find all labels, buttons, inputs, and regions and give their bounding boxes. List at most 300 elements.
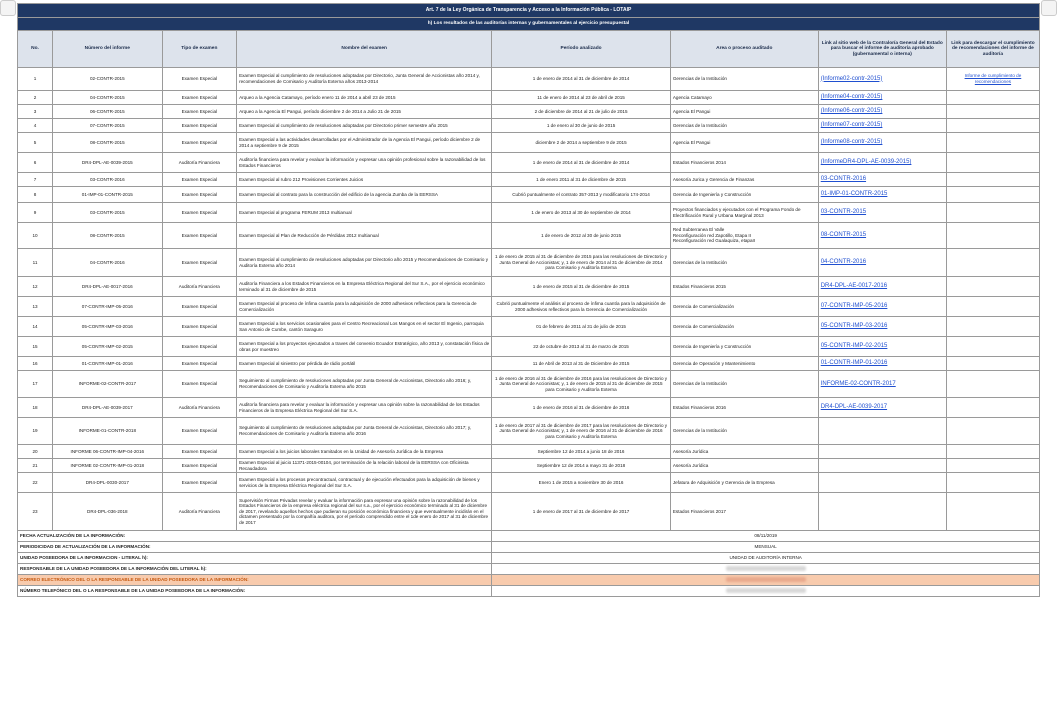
cell-link2 <box>946 398 1039 418</box>
cell-nombre-text: Examen Especial al cumplimiento de resoluciones adoptadas por Directorio, Junta General de Accionistas año 2014 y, recomendaciones de Comisario y Auditoría Externa años 2013-2014 <box>239 73 480 84</box>
cell-informe-text: 02-CONTR-2015 <box>89 76 125 82</box>
cell-no-text: 2 <box>33 94 37 100</box>
cell-no <box>18 223 53 249</box>
cell-informe-text: 01-IMP-01-CONTR-2015 <box>81 191 133 197</box>
cell-informe <box>53 249 163 277</box>
cell-informe <box>53 371 163 398</box>
cell-no <box>18 68 53 91</box>
cell-link <box>818 317 946 337</box>
cell-informe <box>53 445 163 459</box>
contraloria-report-link[interactable]: 01-IMP-01-CONTR-2015 <box>820 191 888 198</box>
contraloria-report-link[interactable]: (Informe07-contr-2015) <box>820 122 883 129</box>
footer-row <box>18 575 1040 586</box>
cell-no-text: 14 <box>32 323 38 329</box>
redacted-value <box>726 577 806 582</box>
cell-periodo <box>492 223 671 249</box>
cell-informe <box>53 493 163 531</box>
table-row <box>18 68 1040 91</box>
cell-informe-text: DR4-DPL-AE-0039-2017 <box>81 404 133 410</box>
cell-informe-text: 05-CONTR-IMP-02-2015 <box>81 343 133 349</box>
cell-no-text: 17 <box>32 381 38 387</box>
cell-nombre <box>237 371 492 398</box>
contraloria-report-link[interactable]: 03-CONTR-2016 <box>820 176 867 183</box>
cell-tipo <box>162 459 236 473</box>
cell-link <box>818 173 946 187</box>
table-row <box>18 493 1040 531</box>
cell-nombre <box>237 418 492 445</box>
cell-area <box>670 317 818 337</box>
cell-tipo <box>162 317 236 337</box>
cell-periodo <box>492 445 671 459</box>
cell-link2 <box>946 445 1039 459</box>
cell-area <box>670 418 818 445</box>
cell-informe-text: 04-CONTR-2015 <box>89 94 125 100</box>
cell-area-text: Proyectos financiados y ejecutados con el Programa Fondo de Electrificación Rural y Urbana Marginal 2013 <box>672 206 801 218</box>
cell-area-text: Jefatura de Adquisición y Gerencia de la Empresa <box>672 479 775 485</box>
cell-informe <box>53 459 163 473</box>
cell-no <box>18 371 53 398</box>
cell-nombre-text: Examen Especial a los servicios ocasionales para el Centro Recreacional Los Mangos en el sector El Ingenio, parroquia San Antonio de Cumbe, cantón Saraguro <box>239 320 484 332</box>
cell-area-text: Agencia El Pangui <box>672 139 711 145</box>
cell-informe-text: INFORME 06-CONTR-IMP-04-2016 <box>70 448 145 454</box>
cell-informe-text: DR4-DPL-0030-2017 <box>85 479 129 485</box>
footer-label: PERIODICIDAD DE ACTUALIZACIÓN DE LA INFORMACIÓN: <box>18 542 492 553</box>
contraloria-report-link[interactable]: INFORME-02-CONTR-2017 <box>820 380 896 387</box>
cell-link <box>818 337 946 357</box>
cell-informe-text: 03-CONTR-2015 <box>89 209 125 215</box>
cell-periodo-text: 11 de Abril de 2013 al 31 de Diciembre de 2015 <box>532 360 630 366</box>
footer-row <box>18 586 1040 597</box>
cell-link2 <box>946 357 1039 371</box>
cell-tipo-text: Auditoría Financiera <box>178 283 220 289</box>
column-header-nombre: Nombre del examen <box>237 31 492 68</box>
compliance-report-link[interactable]: Informe de cumplimiento de recomendaciones <box>964 73 1022 84</box>
cell-area-text: Gerencias de la Institución <box>672 428 727 434</box>
cell-nombre-text: Examen Especial al juicio 11371-2015-00104, por terminación de la relación laboral de la EERSSA con Oficinista Recaudadora <box>239 459 469 471</box>
cell-tipo-text: Examen Especial <box>181 108 218 114</box>
cell-area <box>670 133 818 153</box>
cell-tipo-text: Examen Especial <box>181 176 218 182</box>
column-header-tipo: Tipo de examen <box>162 31 236 68</box>
cell-periodo-text: 11 de enero de 2014 al 23 de abril de 2015 <box>537 94 625 100</box>
cell-no <box>18 173 53 187</box>
cell-nombre-text: Examen Especial al rubro 212 Provisiones Corrientes Juicios <box>239 176 364 182</box>
cell-nombre-text: Arqueo a la Agencia Catamayo, período enero 11 de 2014 a abril 23 de 2015 <box>239 94 396 100</box>
cell-area <box>670 459 818 473</box>
cell-no <box>18 493 53 531</box>
cell-nombre <box>237 173 492 187</box>
footer-label: FECHA ACTUALIZACIÓN DE LA INFORMACIÓN: <box>18 531 492 542</box>
cell-link2 <box>946 297 1039 317</box>
table-row <box>18 371 1040 398</box>
cell-no-text: 10 <box>32 232 38 238</box>
cell-periodo <box>492 153 671 173</box>
cell-nombre <box>237 297 492 317</box>
column-header-link-cumplimiento: Link para descargar el cumplimiento de recomendaciones del informe de auditoría <box>946 31 1039 68</box>
cell-tipo <box>162 187 236 203</box>
cell-tipo-text: Examen Especial <box>181 232 218 238</box>
cell-link2 <box>946 317 1039 337</box>
contraloria-report-link[interactable]: 08-CONTR-2015 <box>820 232 867 239</box>
cell-no-text: 6 <box>33 159 37 165</box>
table-row <box>18 459 1040 473</box>
cell-informe <box>53 418 163 445</box>
cell-area <box>670 223 818 249</box>
cell-area <box>670 473 818 493</box>
contraloria-report-link[interactable]: 07-CONTR-IMP-05-2016 <box>820 303 888 310</box>
column-header-link-contraloria: Link al sitio web de la Contraloría General del Estado para buscar el informe de auditoría aprobado (gubernamental o interna) <box>818 31 946 68</box>
cell-link2 <box>946 105 1039 119</box>
table-row <box>18 173 1040 187</box>
cell-no-text: 15 <box>32 343 38 349</box>
cell-area-text: Estados Financieros 2016 <box>672 404 726 410</box>
cell-periodo-text: 01 de febrero de 2011 al 31 de julio de 2015 <box>536 323 626 329</box>
cell-tipo-text: Examen Especial <box>181 191 218 197</box>
cell-area-text: Agencia El Pangui <box>672 108 711 114</box>
contraloria-report-link[interactable]: DR4-DPL-AE-0039-2017 <box>820 404 888 411</box>
table-subtitle: h) Los resultados de las auditorías internas y gubernamentales al ejercicio presupuestal <box>18 18 1040 31</box>
cell-nombre-text: Auditoría financiera para revelar y evaluar la información y expresar una opinión sobre la razonabilidad de los Estados Financieros de la Empresa Eléctrica Regional del Sur S.A. <box>239 401 480 413</box>
cell-tipo <box>162 418 236 445</box>
cell-tipo <box>162 249 236 277</box>
cell-link2 <box>946 249 1039 277</box>
cell-link2 <box>946 68 1039 91</box>
table-row <box>18 91 1040 105</box>
cell-informe <box>53 203 163 223</box>
cell-no-text: 1 <box>33 76 37 82</box>
contraloria-report-link[interactable]: 05-CONTR-IMP-03-2016 <box>820 323 888 330</box>
cell-area <box>670 277 818 297</box>
table-row <box>18 398 1040 418</box>
cell-area <box>670 249 818 277</box>
cell-no-text: 20 <box>32 448 38 454</box>
cell-tipo-text: Examen Especial <box>181 360 218 366</box>
footer-value <box>492 564 1040 575</box>
cell-informe-text: 03-CONTR-2016 <box>89 176 125 182</box>
cell-periodo-text: 1 de enero de 2015 al 31 de diciembre de 2015 para las resoluciones de Directorio y Junta General de Accionistas; y, 1 de enero de 2014 al 31 de diciembre de 2014 para Comisario y Auditoría Externa <box>494 254 668 271</box>
cell-tipo-text: Examen Especial <box>181 381 218 387</box>
cell-nombre <box>237 203 492 223</box>
cell-tipo-text: Examen Especial <box>181 303 218 309</box>
cell-periodo <box>492 418 671 445</box>
cell-nombre-text: Examen Especial al cumplimiento de resoluciones adoptadas por Directorio primer semestre año 2015 <box>239 122 448 128</box>
cell-nombre-text: Examen Especial al Plan de Reducción de Pérdidas 2012 multianual <box>239 232 379 238</box>
footer-value <box>492 575 1040 586</box>
column-header-periodo: Período analizado <box>492 31 671 68</box>
cell-informe <box>53 317 163 337</box>
cell-area <box>670 493 818 531</box>
cell-tipo <box>162 105 236 119</box>
cell-tipo <box>162 337 236 357</box>
cell-nombre-text: Examen Especial a los juicios laborales tramitados en la Unidad de Asesoría Jurídica de la Empresa <box>239 448 444 454</box>
cell-periodo <box>492 249 671 277</box>
contraloria-report-link[interactable]: 04-CONTR-2016 <box>820 259 867 266</box>
cell-link <box>818 493 946 531</box>
page-corner-left <box>0 0 16 16</box>
cell-periodo-text: 1 de enero de 2017 al 31 de diciembre de 2017 para las resoluciones de Directorio y Junta General de Accionistas; y, 1 de enero de 2016 al 31 de diciembre de 2016 para Comisario y Auditoría Externa <box>494 422 668 439</box>
cell-informe <box>53 91 163 105</box>
cell-area-text: Gerencia de Ingeniería y Construcción <box>672 191 752 197</box>
cell-nombre <box>237 459 492 473</box>
cell-no <box>18 133 53 153</box>
contraloria-report-link[interactable]: (Informe04-contr-2015) <box>820 94 883 101</box>
cell-area <box>670 91 818 105</box>
cell-nombre-text: Examen Especial al cumplimiento de resoluciones adoptadas por Directorio año 2015 y Recomendaciones de Comisario y Auditoría Externa año 2014 <box>239 256 489 268</box>
cell-periodo <box>492 337 671 357</box>
cell-link2 <box>946 91 1039 105</box>
cell-area-text: Gerencia de Operación y Mantenimiento <box>672 360 756 366</box>
cell-no <box>18 119 53 133</box>
cell-link <box>818 418 946 445</box>
cell-informe <box>53 173 163 187</box>
cell-no <box>18 249 53 277</box>
cell-no <box>18 445 53 459</box>
table-row <box>18 249 1040 277</box>
column-header-area: Area o proceso auditado <box>670 31 818 68</box>
cell-area-text: Estados Financieros 2014 <box>672 159 726 165</box>
cell-tipo <box>162 173 236 187</box>
cell-area-text: Gerencias de la Institución <box>672 381 727 387</box>
cell-no <box>18 337 53 357</box>
cell-tipo-text: Auditoría Financiera <box>178 508 220 514</box>
redacted-value <box>726 566 806 571</box>
cell-area <box>670 357 818 371</box>
cell-link2 <box>946 187 1039 203</box>
cell-periodo-text: Enero 1 de 2015 a noviembre 30 de 2016 <box>538 479 624 485</box>
contraloria-report-link[interactable]: (Informe02-contr-2015) <box>820 75 883 82</box>
contraloria-report-link[interactable]: 05-CONTR-IMP-02-2015 <box>820 343 888 350</box>
cell-link <box>818 459 946 473</box>
cell-area-text: Asesoría Jurídica <box>672 462 709 468</box>
cell-tipo <box>162 277 236 297</box>
cell-tipo-text: Auditoría Financiera <box>178 404 220 410</box>
cell-periodo <box>492 133 671 153</box>
cell-area-text: Gerencia de Comercialización <box>672 323 735 329</box>
cell-informe-text: INFORME-02-CONTR-2017 <box>78 381 137 387</box>
cell-periodo-text: 1 de enero de 2013 al 30 de septiembre de 2014 <box>531 209 631 215</box>
footer-row <box>18 542 1040 553</box>
cell-tipo <box>162 153 236 173</box>
column-header-informe: Número del informe <box>53 31 163 68</box>
cell-nombre <box>237 68 492 91</box>
cell-tipo <box>162 91 236 105</box>
cell-nombre-text: Seguimiento al cumplimiento de resoluciones adoptadas por Junta General de Accionistas, Directorio año 2016; y, Recomendaciones de Comisario y Auditoría Externa año 2015 <box>239 378 472 389</box>
cell-area-text: Estados Financieros 2015 <box>672 283 726 289</box>
cell-link2 <box>946 173 1039 187</box>
cell-tipo <box>162 493 236 531</box>
cell-area-text: Asesoría Jurica y Gerencia de Finanzas <box>672 176 755 182</box>
table-row <box>18 317 1040 337</box>
cell-informe-text: 06-CONTR-2015 <box>89 108 125 114</box>
table-row <box>18 203 1040 223</box>
cell-periodo-text: diciembre 2 de 2014 a septiembre 9 de 2015 <box>535 139 627 145</box>
table-row <box>18 473 1040 493</box>
cell-no <box>18 277 53 297</box>
cell-tipo-text: Examen Especial <box>181 323 218 329</box>
cell-informe <box>53 277 163 297</box>
cell-link <box>818 153 946 173</box>
cell-nombre <box>237 133 492 153</box>
cell-link <box>818 357 946 371</box>
table-row <box>18 133 1040 153</box>
cell-nombre-text: Supervisión Firmas Privadas revelar y evaluar la información para expresar una opinión sobre la razonabilidad de los Estados Financieros de la empresa eléctrica regional del sur s.a., por el ejercicio económico terminado al 31 de diciembre de 2017, revelando aquellos hechos que pudieran su posición económica financiera y que eventualmente incidirán en el dictamen presentado por la compañía auditora, por el período comprendido entre el 1de enero de 2017 al 31 de diciembre de 2017 <box>239 497 489 525</box>
contraloria-report-link[interactable]: (Informe06-contr-2015) <box>820 108 883 115</box>
cell-periodo <box>492 398 671 418</box>
cell-informe <box>53 133 163 153</box>
cell-nombre <box>237 445 492 459</box>
table-row <box>18 297 1040 317</box>
cell-periodo <box>492 473 671 493</box>
cell-periodo <box>492 203 671 223</box>
cell-link2 <box>946 133 1039 153</box>
table-row <box>18 153 1040 173</box>
cell-informe <box>53 297 163 317</box>
cell-no <box>18 459 53 473</box>
table-row <box>18 277 1040 297</box>
contraloria-report-link[interactable]: DR4-DPL-AE-0017-2016 <box>820 283 888 290</box>
cell-periodo-text: 1 de enero al 30 de junio de 2015 <box>546 122 616 128</box>
cell-informe-text: 08-CONTR-2015 <box>89 232 125 238</box>
cell-tipo-text: Examen Especial <box>181 448 218 454</box>
cell-nombre <box>237 105 492 119</box>
cell-informe <box>53 105 163 119</box>
cell-no <box>18 473 53 493</box>
cell-tipo-text: Examen Especial <box>181 122 218 128</box>
spreadsheet <box>17 3 1040 597</box>
table-row <box>18 337 1040 357</box>
cell-link <box>818 277 946 297</box>
cell-nombre <box>237 473 492 493</box>
cell-no-text: 16 <box>32 360 38 366</box>
cell-nombre-text: Seguimiento al cumplimiento de resoluciones adoptadas por Junta General de Accionistas, Directorio año 2017; y, Recomendaciones de Comisario y Auditoría Externa año 2016 <box>239 425 472 436</box>
cell-tipo <box>162 445 236 459</box>
cell-nombre-text: Examen Especial a las actividades desarrolladas por el Administrador de la Agencia El Pangui, período diciembre 2 de 2014 a septiembre 9 de 2015 <box>239 136 481 148</box>
cell-no <box>18 203 53 223</box>
cell-periodo <box>492 91 671 105</box>
cell-nombre <box>237 493 492 531</box>
cell-periodo-text: 1 de enero de 2014 al 31 de diciembre de 2014 <box>532 159 630 165</box>
cell-area <box>670 119 818 133</box>
cell-no-text: 13 <box>32 303 38 309</box>
cell-tipo <box>162 223 236 249</box>
cell-link2 <box>946 371 1039 398</box>
cell-no-text: 9 <box>33 209 37 215</box>
cell-no-text: 11 <box>32 259 38 265</box>
contraloria-report-link[interactable]: (Informe08-contr-2015) <box>820 139 883 146</box>
cell-area-text: Agencia Catamayo <box>672 94 712 100</box>
cell-link2 <box>946 418 1039 445</box>
cell-nombre-text: Examen Especial a los procesos precontractual, contractual y de ejecución efectuados para la adquisición de bienes y servicios de la Empresa Eléctrica Regional del Sur S.A. <box>239 476 480 488</box>
cell-periodo <box>492 297 671 317</box>
cell-tipo <box>162 68 236 91</box>
cell-link <box>818 445 946 459</box>
cell-tipo <box>162 371 236 398</box>
cell-tipo <box>162 133 236 153</box>
cell-area-text: Gerencias de la Institución <box>672 76 727 82</box>
cell-area-text: Estados Financieros 2017 <box>672 508 726 514</box>
cell-no <box>18 398 53 418</box>
cell-nombre <box>237 398 492 418</box>
cell-link2 <box>946 493 1039 531</box>
contraloria-report-link[interactable]: 01-CONTR-IMP-01-2016 <box>820 360 888 367</box>
cell-periodo-text: 1 de enero de 2015 al 31 de diciembre de 2015 <box>532 283 630 289</box>
cell-no-text: 4 <box>33 122 37 128</box>
cell-periodo <box>492 459 671 473</box>
cell-area-text: Gerencias de la Institución <box>672 122 727 128</box>
table-row <box>18 187 1040 203</box>
cell-no <box>18 297 53 317</box>
cell-area-text: Red Subterranea El Valle Reconfiguración red Zapotillo, Etapa II Reconfiguración red Gualaquiza, etapaII <box>672 227 756 244</box>
cell-periodo-text: 22 de octubre de 2013 al 31 de marzo de 2015 <box>533 343 629 349</box>
cell-area <box>670 187 818 203</box>
cell-no-text: 3 <box>33 108 37 114</box>
cell-tipo <box>162 398 236 418</box>
cell-nombre-text: Examen Especial al proceso de ínfima cuantía para la adquisición de 2000 adhesivos reflectivos para la Gerencia de Comercialización <box>239 300 477 312</box>
cell-periodo <box>492 173 671 187</box>
cell-tipo <box>162 297 236 317</box>
cell-periodo-text: 1 de enero de 2016 al 31 de diciembre de 2016 <box>532 404 630 410</box>
cell-area <box>670 297 818 317</box>
cell-tipo-text: Examen Especial <box>181 428 218 434</box>
cell-tipo-text: Auditoría Financiera <box>178 159 220 165</box>
footer-value: UNIDAD DE AUDITORÍA INTERNA <box>492 553 1040 564</box>
cell-area-text: Gerencias de la Institución <box>672 259 727 265</box>
cell-link2 <box>946 459 1039 473</box>
cell-tipo-text: Examen Especial <box>181 94 218 100</box>
audit-table <box>17 3 1040 597</box>
contraloria-report-link[interactable]: (InformeDR4-DPL-AE-0039-2015) <box>820 159 912 166</box>
table-row <box>18 357 1040 371</box>
footer-label: CORREO ELECTRÓNICO DEL O LA RESPONSABLE DE LA UNIDAD POSEEDORA DE LA INFORMACIÓN: <box>18 575 492 586</box>
cell-nombre <box>237 223 492 249</box>
cell-periodo-text: 2 de diciembre de 2014 al 21 de julio de 2015 <box>534 108 628 114</box>
cell-area <box>670 203 818 223</box>
cell-nombre-text: Examen Especial al contrato para la construcción del edificio de la agencia Zumba de la EERSSA <box>239 191 438 197</box>
footer-value: MENSUAL <box>492 542 1040 553</box>
cell-informe <box>53 357 163 371</box>
cell-periodo-text: Cubrió puntualmente el contrato 357-2013 y modificatorio 174-2014 <box>512 191 650 197</box>
cell-informe <box>53 153 163 173</box>
cell-periodo <box>492 371 671 398</box>
cell-periodo-text: 1 de enero 2011 al 31 de diciembre de 2015 <box>536 176 626 182</box>
cell-nombre <box>237 357 492 371</box>
cell-informe <box>53 223 163 249</box>
cell-no-text: 22 <box>32 479 38 485</box>
cell-informe-text: 01-CONTR-IMP-01-2016 <box>81 360 133 366</box>
cell-periodo <box>492 68 671 91</box>
redacted-value <box>726 588 806 593</box>
cell-area <box>670 337 818 357</box>
cell-link <box>818 398 946 418</box>
cell-area <box>670 173 818 187</box>
cell-informe <box>53 187 163 203</box>
cell-tipo-text: Examen Especial <box>181 209 218 215</box>
contraloria-report-link[interactable]: 03-CONTR-2015 <box>820 209 867 216</box>
table-row <box>18 445 1040 459</box>
cell-area <box>670 153 818 173</box>
cell-no <box>18 105 53 119</box>
cell-link <box>818 473 946 493</box>
cell-nombre-text: Auditoría Financiera a los Estados Financieros en la Empresa Eléctrica Regional del Sur S.A., por el ejercicio económico terminado al 31 de diciembre de 2015 <box>239 280 485 292</box>
cell-link2 <box>946 203 1039 223</box>
cell-tipo <box>162 203 236 223</box>
cell-area <box>670 445 818 459</box>
cell-informe <box>53 473 163 493</box>
cell-informe <box>53 337 163 357</box>
cell-no <box>18 317 53 337</box>
cell-no <box>18 91 53 105</box>
cell-informe-text: 07-CONTR-IMP-05-2016 <box>81 303 133 309</box>
